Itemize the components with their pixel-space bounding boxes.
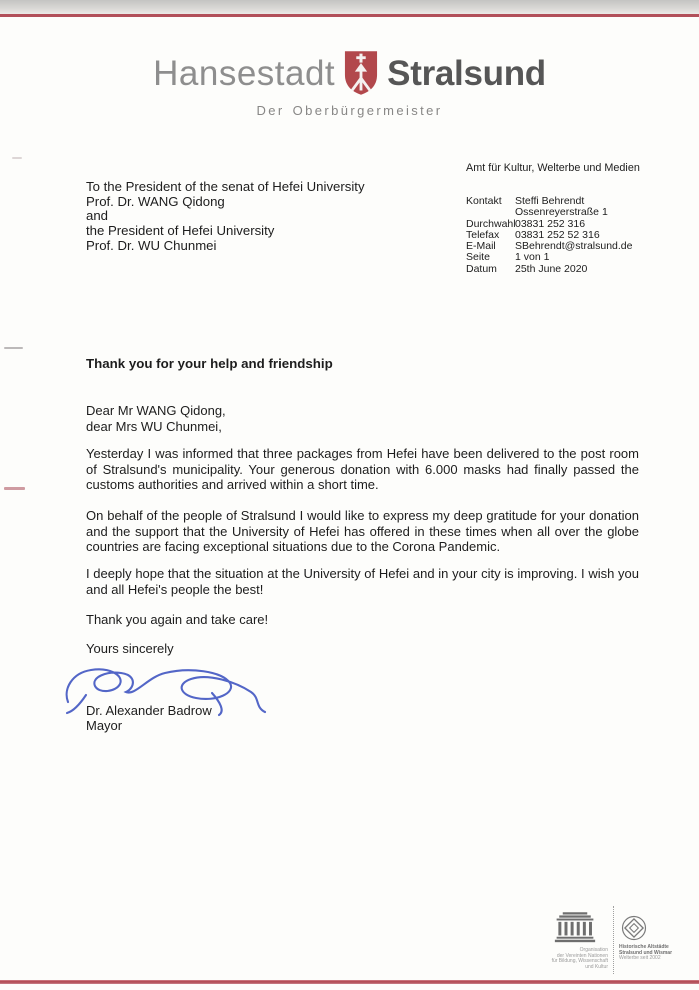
body-paragraph: Yesterday I was informed that three packages from Hefei have been delivered to the post room of Stralsund's municipality. Your generous donation with 6.000 masks had finally passed the customs authorities and arrived within a short time. bbox=[86, 446, 639, 493]
contact-value: 03831 252 316 bbox=[515, 217, 586, 230]
footer-divider bbox=[613, 906, 614, 974]
contact-row bbox=[466, 207, 632, 218]
subject-line: Thank you for your help and friendship bbox=[86, 356, 333, 371]
bottom-red-rule bbox=[0, 980, 699, 984]
contact-value: 25th June 2020 bbox=[515, 262, 588, 275]
signature-block bbox=[86, 703, 212, 734]
contact-block bbox=[466, 196, 632, 275]
unesco-logo-block bbox=[542, 906, 608, 976]
letterhead bbox=[0, 50, 699, 118]
city-brand bbox=[0, 50, 699, 98]
top-red-rule bbox=[0, 14, 699, 17]
fold-mark bbox=[4, 487, 25, 490]
recipient-line: Prof. Dr. WU Chunmei bbox=[86, 237, 217, 253]
contact-row bbox=[466, 241, 632, 252]
valediction-line: Yours sincerely bbox=[86, 641, 174, 656]
contact-value: Ossenreyerstraße 1 bbox=[515, 206, 608, 219]
brand-stralsund: Stralsund bbox=[387, 54, 546, 93]
fold-mark bbox=[4, 347, 23, 349]
recipient-address bbox=[86, 180, 365, 254]
scanner-edge-band bbox=[0, 0, 699, 14]
recipient-line: Prof. Dr. WANG Qidong bbox=[86, 193, 225, 209]
signer-title: Mayor bbox=[86, 718, 123, 734]
contact-label: Durchwahl bbox=[466, 217, 516, 230]
unesco-temple-icon bbox=[554, 912, 596, 944]
fold-mark bbox=[12, 157, 22, 159]
contact-email-value: SBehrendt@stralsund.de bbox=[515, 240, 633, 253]
stralsund-crest-icon bbox=[344, 50, 378, 96]
world-heritage-block bbox=[619, 906, 691, 976]
contact-row bbox=[466, 264, 632, 275]
body-paragraph: I deeply hope that the situation at the University of Hefei and in your city is improving. I wish you and all Hefei's people the best! bbox=[86, 566, 639, 597]
contact-label: Seite bbox=[466, 251, 490, 264]
world-heritage-emblem-icon bbox=[621, 915, 647, 941]
contact-label bbox=[466, 207, 515, 218]
brand-hansestadt: Hansestadt bbox=[153, 54, 336, 93]
salutation-line: dear Mrs WU Chunmei, bbox=[86, 418, 222, 434]
contact-label: Datum bbox=[466, 262, 497, 275]
contact-label: E-Mail bbox=[466, 240, 496, 253]
heritage-caption: Historische Altstädte Stralsund und Wismar Welterbe seit 2002 bbox=[619, 944, 673, 962]
contact-value: Steffi Behrendt bbox=[515, 195, 585, 207]
recipient-line: and bbox=[86, 208, 109, 224]
body-paragraph: On behalf of the people of Stralsund I would like to express my deep gratitude for your donation and the support that the University of Hefei has offered in these times when all over the globe countries are facing exceptional situations due to the Corona Pandemic. bbox=[86, 508, 639, 555]
unesco-caption: Organisation der Vereinten Nationen für Bildung, Wissenschaft und Kultur bbox=[551, 947, 608, 970]
recipient-line: the President of Hefei University bbox=[86, 223, 275, 239]
contact-value: 1 von 1 bbox=[515, 251, 550, 264]
letterhead-subtitle: Der Oberbürgermeister bbox=[256, 103, 443, 118]
salutation bbox=[86, 403, 226, 434]
contact-value: 03831 252 52 316 bbox=[515, 228, 600, 241]
contact-label: Telefax bbox=[466, 228, 500, 241]
contact-label: Kontakt bbox=[466, 195, 502, 207]
footer-logos bbox=[542, 906, 694, 976]
signer-name: Dr. Alexander Badrow bbox=[86, 703, 212, 718]
salutation-line: Dear Mr WANG Qidong, bbox=[86, 403, 226, 418]
recipient-line: To the President of the senat of Hefei University bbox=[86, 179, 365, 194]
department-name: Amt für Kultur, Welterbe und Medien bbox=[466, 162, 640, 174]
closing-line: Thank you again and take care! bbox=[86, 612, 269, 627]
